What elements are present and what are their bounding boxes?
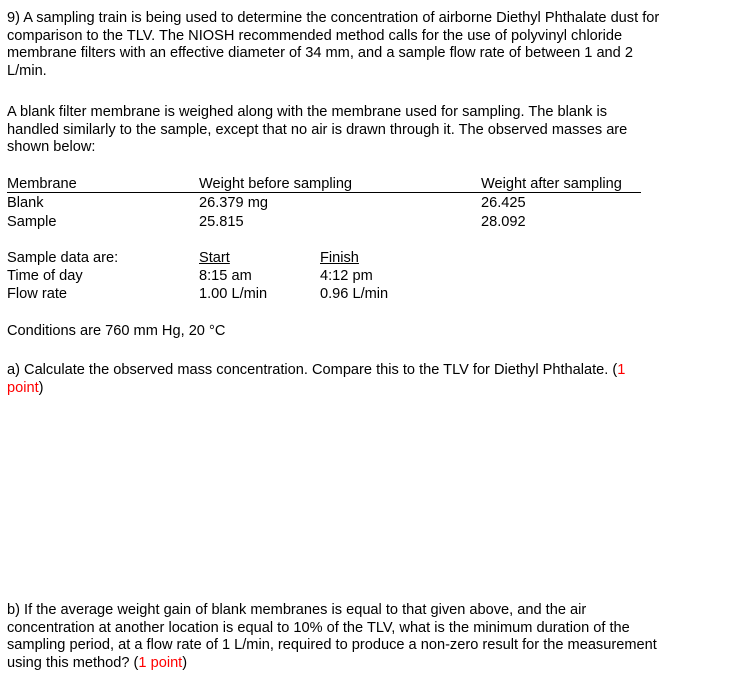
row-label-sample: Sample [7, 214, 57, 230]
sample-weight-before: 25.815 [199, 214, 244, 230]
blank-paragraph [7, 104, 723, 157]
intro-line: L/min. [7, 62, 47, 79]
part-b-line: sampling period, at a flow rate of 1 L/min, required to produce a non-zero result for the measurement [7, 637, 657, 653]
sample-data-label: Sample data are: [7, 250, 119, 266]
header-weight-before: Weight before sampling [199, 176, 353, 192]
part-a-line [7, 362, 723, 380]
sample-data-header [7, 250, 723, 268]
table-row [7, 195, 723, 213]
finish-flow: 0.96 L/min [320, 286, 389, 302]
header-membrane: Membrane [7, 176, 77, 192]
sample-weight-after: 28.092 [481, 214, 526, 230]
intro-line: 9) A sampling train is being used to determine the concentration of airborne Diethyl Phthalate dust for [7, 10, 660, 26]
part-a-text: a) Calculate the observed mass concentration. Compare this to the TLV for Diethyl Phthalate. ( [7, 362, 618, 378]
table-row [7, 286, 723, 304]
part-b-line: concentration at another location is equal to 10% of the TLV, what is the minimum duration of the [7, 619, 630, 636]
intro-paragraph [7, 10, 723, 80]
conditions-text [7, 323, 723, 341]
row-label-time: Time of day [7, 268, 83, 284]
blank-weight-before: 26.379 mg [199, 195, 268, 211]
conditions-line: Conditions are 760 mm Hg, 20 °C [7, 323, 226, 339]
header-start: Start [199, 250, 230, 266]
blank-line: handled similarly to the sample, except that no air is drawn through it. The observed masses are [7, 121, 628, 138]
part-a-line [7, 380, 723, 398]
header-finish: Finish [320, 250, 359, 266]
blank-line: shown below: [7, 139, 96, 155]
part-b-line [7, 655, 723, 673]
part-a-points-word: point [7, 379, 39, 396]
blank-line: A blank filter membrane is weighed along with the membrane used for sampling. The blank is [7, 104, 608, 120]
part-b-last-text: using this method? ( [7, 654, 139, 671]
part-b-question [7, 602, 723, 672]
blank-weight-after: 26.425 [481, 195, 526, 211]
header-weight-after: Weight after sampling [481, 176, 622, 192]
part-b-line: b) If the average weight gain of blank membranes is equal to that given above, and the air [7, 602, 587, 618]
start-flow: 1.00 L/min [199, 286, 268, 302]
part-b-close: ) [182, 654, 188, 671]
part-a-question [7, 362, 723, 397]
finish-time: 4:12 pm [320, 268, 373, 284]
part-a-close: ) [38, 379, 44, 396]
intro-line: comparison to the TLV. The NIOSH recommended method calls for the use of polyvinyl chloride [7, 27, 623, 44]
part-a-points-number: 1 [617, 362, 626, 378]
table-row [7, 268, 723, 286]
mass-table-header [7, 176, 723, 194]
part-b-points: 1 point [138, 654, 183, 671]
row-label-blank: Blank [7, 195, 44, 211]
row-label-flow: Flow rate [7, 286, 68, 302]
intro-line: membrane filters with an effective diameter of 34 mm, and a sample flow rate of between 1 and 2 [7, 45, 633, 61]
table-row [7, 214, 723, 232]
start-time: 8:15 am [199, 268, 252, 284]
